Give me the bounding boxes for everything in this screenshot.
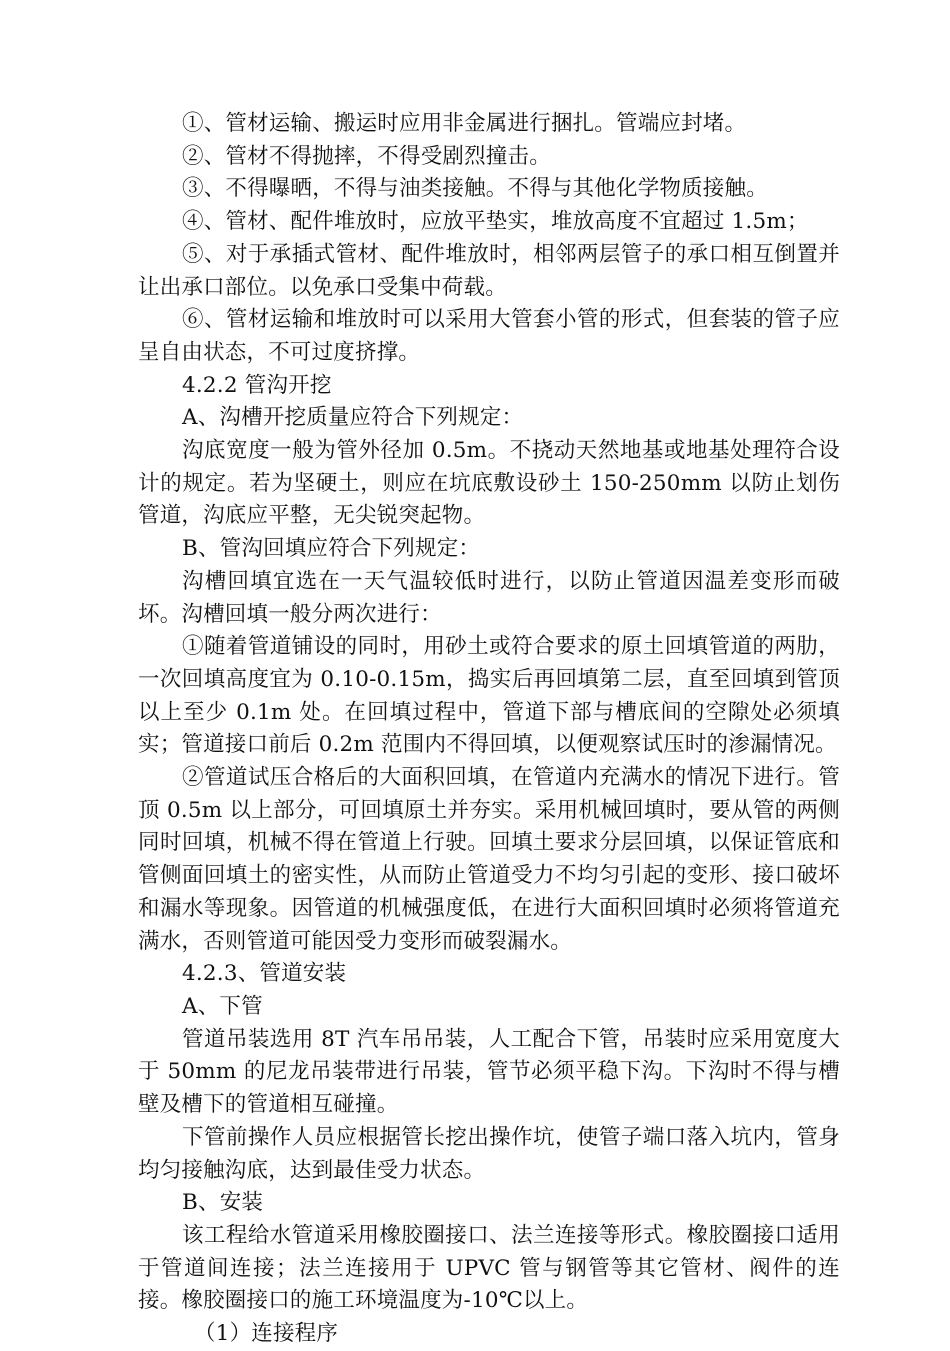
paragraph-first-backfill: ①随着管道铺设的同时，用砂土或符合要求的原土回填管道的两肋，一次回填高度宜为 0.10-0.15m，捣实后再回填第二层，直至回填到管顶以上至少 0.1m 处。在回填过程中，管道下部与槽底间的空隙处必须填实；管道接口前后 0.2m 范围内不得回填，以便观察试压时的渗漏情况。: [138, 634, 840, 758]
paragraph-excavation-rules: A、沟槽开挖质量应符合下列规定：: [182, 405, 524, 431]
paragraph-trench-width: 沟底宽度一般为管外径加 0.5m。不挠动天然地基或地基处理符合设计的规定。若为坚硬土，则应在坑底敷设砂土 150-250mm 以防止划伤管道，沟底应平整，无尖锐突起物。: [138, 438, 840, 529]
paragraph-nested-pipes: ⑥、管材运输和堆放时可以采用大管套小管的形式，但套装的管子应呈自由状态，不可过度挤撑。: [138, 307, 840, 365]
paragraph-stacking-height: ④、管材、配件堆放时，应放平垫实，堆放高度不宜超过 1.5m；: [182, 209, 809, 235]
subheading-lowering-pipe: A、下管: [182, 993, 263, 1019]
paragraph-second-backfill: ②管道试压合格后的大面积回填，在管道内充满水的情况下进行。管顶 0.5m 以上部分，可回填原土并夯实。采用机械回填时，要从管的两侧同时回填，机械不得在管道上行驶。回填土要求分层回填，以保证管底和管侧面回填土的密实性，从而防止管道受力不均匀引起的变形、接口破坏和漏水等现象。因管道的机械强度低，在进行大面积回填时必须将管道充满水，否则管道可能因受力变形而破裂漏水。: [138, 765, 840, 954]
paragraph-socket-pipes: ⑤、对于承插式管材、配件堆放时，相邻两层管子的承口相互倒置并让出承口部位。以免承口受集中荷载。: [138, 241, 840, 300]
subheading-connection-procedure: （1）连接程序: [194, 1321, 339, 1347]
paragraph-crane-lifting: 管道吊装选用 8T 汽车吊吊装，人工配合下管，吊装时应采用宽度大于 50mm 的尼龙吊装带进行吊装，管节必须平稳下沟。下沟时不得与槽壁及槽下的管道相互碰撞。: [138, 1026, 840, 1118]
paragraph-no-throwing: ②、管材不得抛摔，不得受剧烈撞击。: [182, 143, 551, 169]
paragraph-no-sun-exposure: ③、不得曝晒，不得与油类接触。不得与其他化学物质接触。: [182, 176, 768, 202]
section-heading-pipe-installation: 4.2.3、管道安装: [182, 961, 347, 987]
paragraph-operation-pit: 下管前操作人员应根据管长挖出操作坑，使管子端口落入坑内，管身均匀接触沟底，达到最佳受力状态。: [138, 1124, 840, 1183]
section-heading-trench-excavation: 4.2.2 管沟开挖: [182, 372, 332, 398]
paragraph-backfill-timing: 沟槽回填宜选在一天气温较低时进行，以防止管道因温差变形而破坏。沟槽回填一般分两次进行：: [138, 568, 840, 627]
subheading-installation: B、安装: [182, 1190, 264, 1216]
paragraph-transport-binding: ①、管材运输、搬运时应用非金属进行捆扎。管端应封堵。: [182, 111, 747, 136]
paragraph-backfill-rules: B、管沟回填应符合下列规定：: [182, 536, 481, 562]
document-body: [138, 108, 840, 1351]
paragraph-joint-types: 该工程给水管道采用橡胶圈接口、法兰连接等形式。橡胶圈接口适用于管道间连接；法兰连接用于 UPVC 管与钢管等其它管材、阀件的连接。橡胶圈接口的施工环境温度为-10℃以上。: [138, 1222, 840, 1314]
